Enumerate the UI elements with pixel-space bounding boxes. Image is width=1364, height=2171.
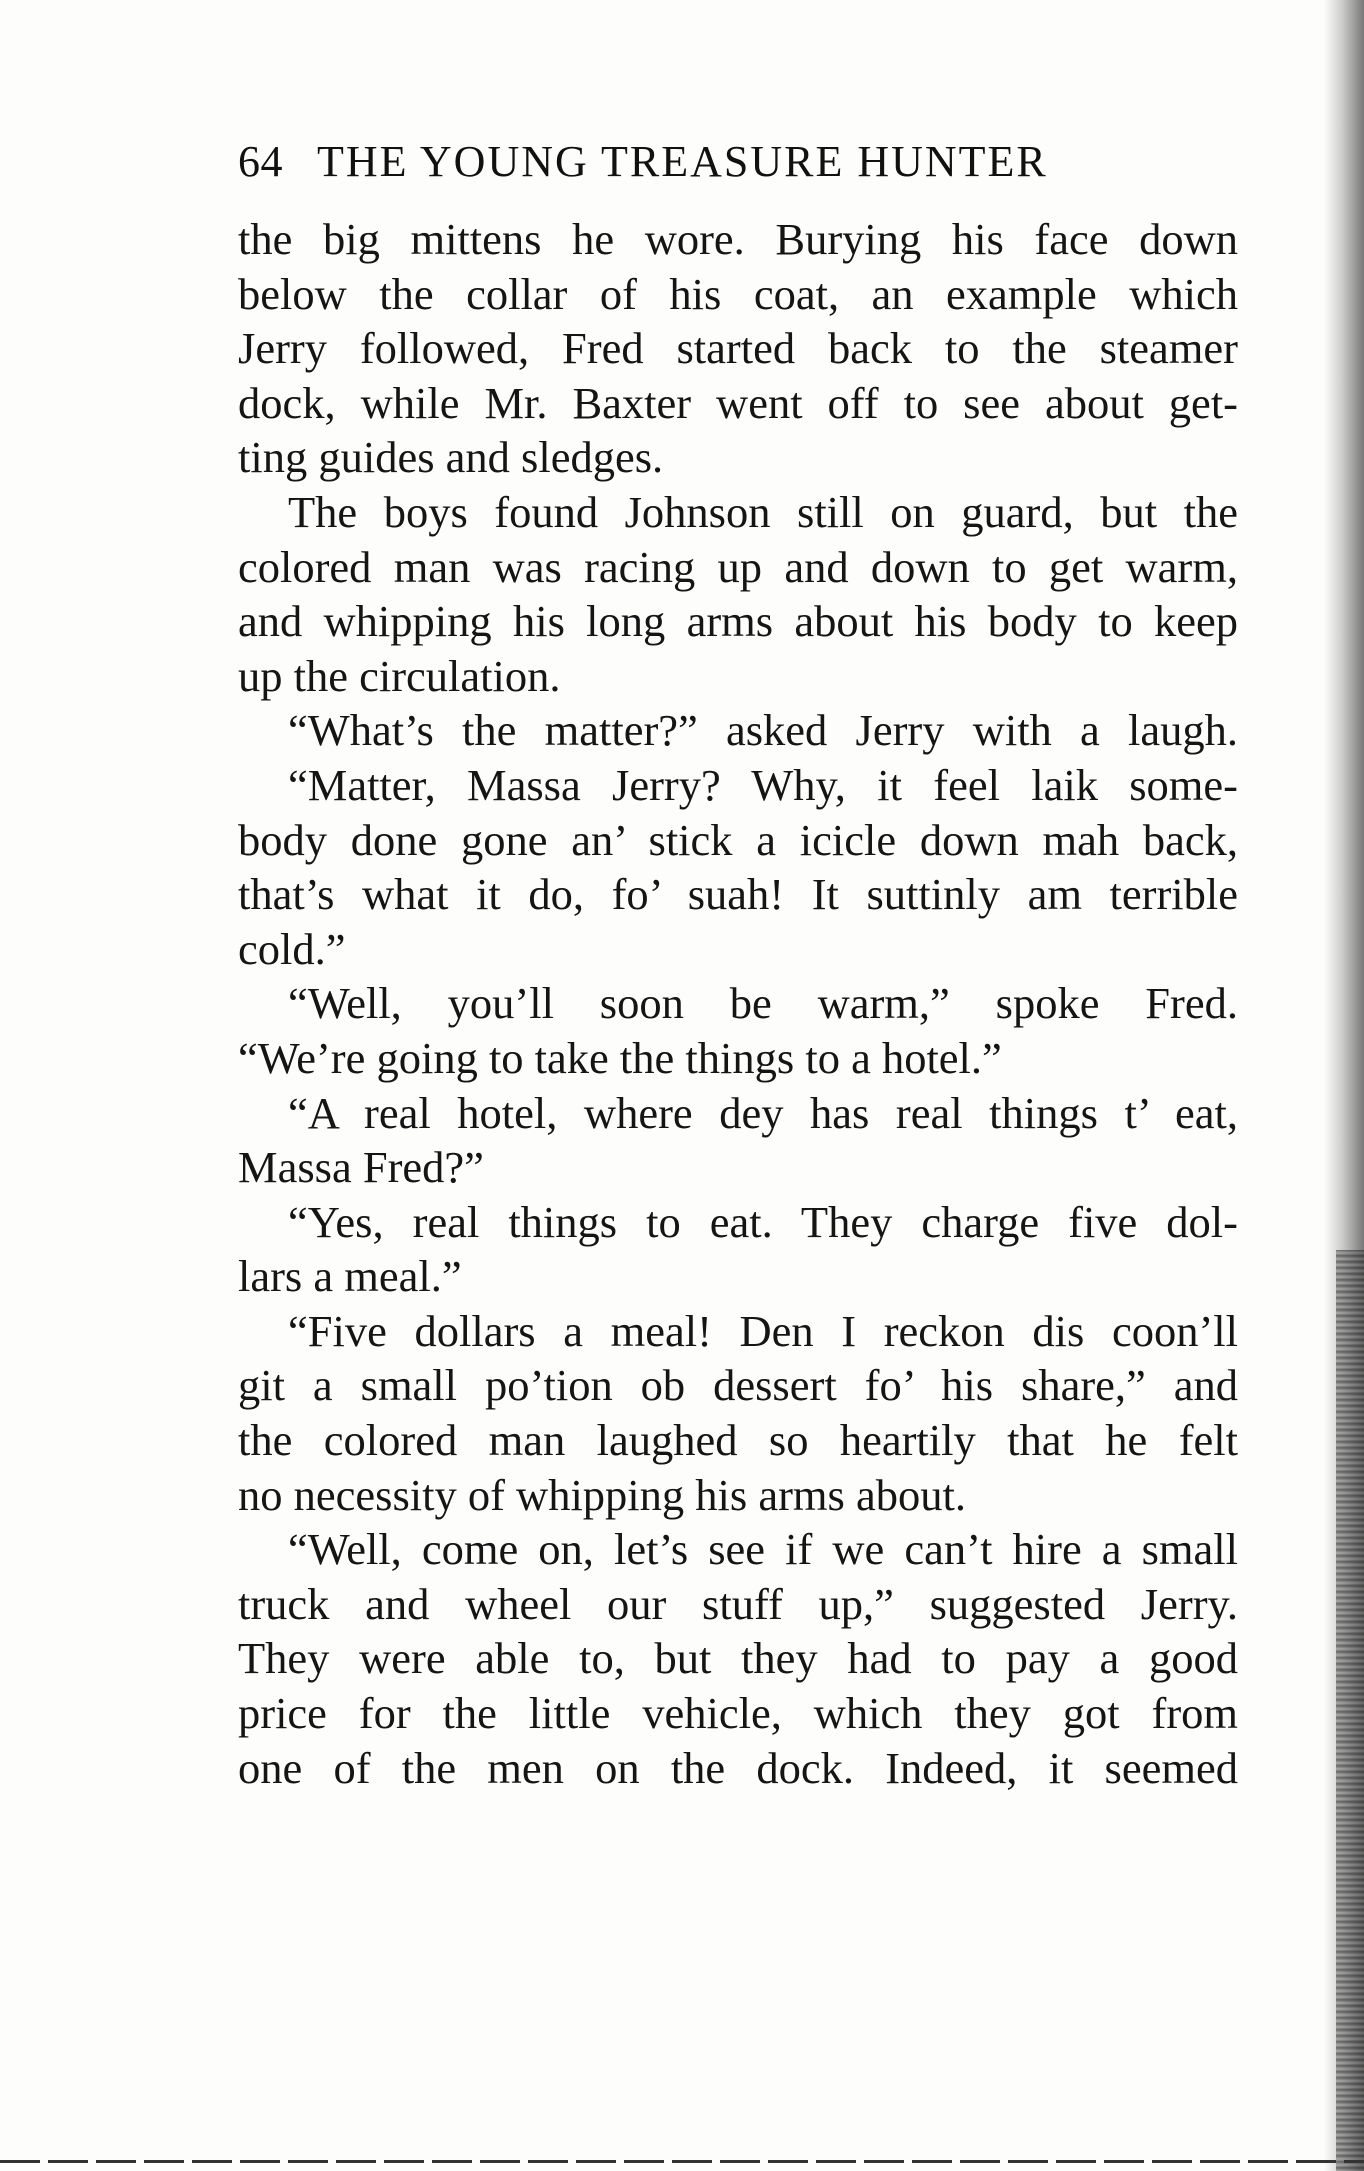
text-line: one of the men on the dock. Indeed, it seemed	[238, 1742, 1238, 1793]
text-line: cold.”	[238, 923, 346, 974]
text-line: “Five dollars a meal! Den I reckon dis coon’ll	[288, 1305, 1238, 1356]
text-line: price for the little vehicle, which they got from	[238, 1688, 1238, 1739]
text-line: truck and wheel our stuff up,” suggested Jerry.	[238, 1578, 1238, 1629]
scan-bottom-edge	[0, 2160, 1364, 2163]
text-line: They were able to, but they had to pay a good	[238, 1633, 1238, 1684]
text-line: lars a meal.”	[238, 1251, 462, 1302]
text-line: ting guides and sledges.	[238, 432, 664, 483]
text-line: colored man was racing up and down to get warm,	[238, 541, 1238, 592]
page-number: 64	[238, 137, 283, 186]
running-title: THE YOUNG TREASURE HUNTER	[317, 137, 1048, 186]
text-line: “Matter, Massa Jerry? Why, it feel laik some-	[288, 759, 1238, 810]
text-line: body done gone an’ stick a icicle down mah back,	[238, 814, 1238, 865]
text-line: “A real hotel, where dey has real things t’ eat,	[288, 1087, 1238, 1138]
text-line: git a small po’tion ob dessert fo’ his share,” and	[238, 1360, 1238, 1411]
text-line: that’s what it do, fo’ suah! It suttinly am terrible	[238, 869, 1238, 920]
text-line: Massa Fred?”	[238, 1142, 484, 1193]
text-line: dock, while Mr. Baxter went off to see about get-	[238, 377, 1238, 428]
page-stack-edge	[1336, 1250, 1364, 2171]
text-line: no necessity of whipping his arms about.	[238, 1469, 966, 1520]
text-line: “Well, you’ll soon be warm,” spoke Fred.	[288, 978, 1238, 1029]
text-line: up the circulation.	[238, 650, 561, 701]
text-line: Jerry followed, Fred started back to the steamer	[238, 323, 1238, 374]
text-line: below the collar of his coat, an example which	[238, 268, 1238, 319]
text-line: “We’re going to take the things to a hotel.”	[238, 1032, 1002, 1083]
text-line: the colored man laughed so heartily that he felt	[238, 1415, 1238, 1466]
text-line: “Yes, real things to eat. They charge five dol-	[288, 1196, 1238, 1247]
body-text	[238, 212, 1238, 1795]
text-line: “Well, come on, let’s see if we can’t hire a small	[288, 1524, 1238, 1575]
running-header	[238, 136, 1138, 187]
text-line: the big mittens he wore. Burying his face down	[238, 214, 1238, 264]
text-line: The boys found Johnson still on guard, but the	[288, 486, 1238, 537]
text-line: and whipping his long arms about his body to keep	[238, 596, 1238, 647]
text-line: “What’s the matter?” asked Jerry with a laugh.	[288, 705, 1238, 756]
